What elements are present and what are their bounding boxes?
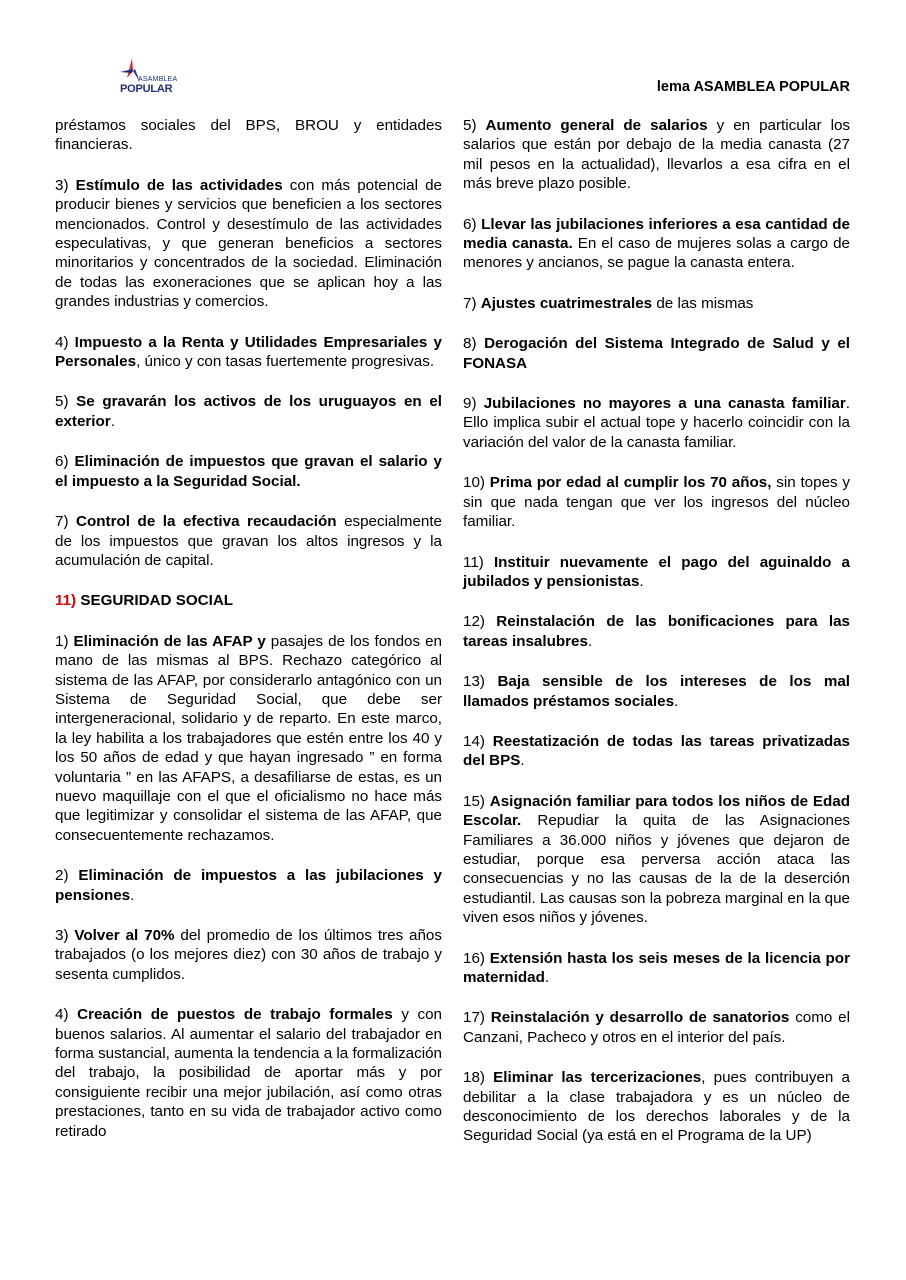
list-item: 10) Prima por edad al cumplir los 70 años, sin topes y sin que nada tengan que ver los ingresos del núcleo familiar. [463, 474, 850, 531]
list-item: 6) Llevar las jubilaciones inferiores a esa cantidad de media canasta. En el caso de mujeres solas a cargo de menores y ancianos, se pague la canasta entera. [463, 215, 850, 272]
paragraph-intro: préstamos sociales del BPS, BROU y entidades financieras. [55, 117, 442, 154]
list-item: 3) Volver al 70% del promedio de los últimos tres años trabajados (o los mejores diez) con 30 años de trabajo y sesenta cumplidos. [55, 927, 442, 983]
list-item: 16) Extensión hasta los seis meses de la licencia por maternidad. [463, 949, 850, 986]
list-item: 4) Impuesto a la Renta y Utilidades Empresariales y Personales, único y con tasas fuertemente progresivas. [55, 333, 442, 371]
list-item: 6) Eliminación de impuestos que gravan el salario y el impuesto a la Seguridad Social. [55, 453, 442, 490]
list-item: 15) Asignación familiar para todos los niños de Edad Escolar. Repudiar la quita de las Asignaciones Familiares a 36.000 niños y jóvenes que dejaron de estudiar, porque esa perversa acción ataca las consecuencias y no las causas de la de la deserción estudiantil. Las causas son la pobreza marginal en la que viven esos niños y jóvenes. [463, 792, 850, 927]
list-item: 14) Reestatización de todas las tareas privatizadas del BPS. [463, 732, 851, 770]
list-item: 11) Instituir nuevamente el pago del aguinaldo a jubilados y pensionistas. [463, 553, 850, 590]
left-column [55, 116, 442, 1162]
section-heading [55, 591, 442, 610]
list-item: 8) Derogación del Sistema Integrado de Salud y el FONASA [463, 335, 850, 372]
section-number: 11) [55, 592, 77, 610]
logo-text-popular: POPULAR [120, 83, 173, 95]
list-item: 17) Reinstalación y desarrollo de sanatorios como el Canzani, Pacheco y otros en el interior del país. [463, 1009, 850, 1046]
list-item: 2) Eliminación de impuestos a las jubilaciones y pensiones. [55, 867, 442, 904]
lema-heading: lema ASAMBLEA POPULAR [656, 79, 850, 95]
right-column [463, 116, 850, 1167]
list-item: 7) Control de la efectiva recaudación especialmente de los impuestos que gravan los altos ingresos y la acumulación de capital. [55, 513, 443, 569]
page-header [0, 0, 906, 110]
list-item: 9) Jubilaciones no mayores a una canasta familiar. Ello implica subir el actual tope y hacerlo coincidir con la variación del valor de la canasta familiar. [463, 395, 851, 451]
list-item: 1) Eliminación de las AFAP y pasajes de los fondos en mano de las mismas al BPS. Rechazo categórico al sistema de las AFAP, por considerarlo antagónico con un Sistema de Seguridad Social, que debe ser intergeneracional, solidario y de reparto. En este marco, la ley habilita a los trabajadores que estén entre los 40 y los 50 años de edad y que hayan ingresado ” en forma voluntaria ” en las AFAPS, a desafiliarse de estas, es un nuevo maquillaje con el que el oficialismo no hace más que legitimizar y consolidar el sistema de las AFAP, que consecuentemente rechazamos. [55, 632, 442, 844]
list-item: 4) Creación de puestos de trabajo formales y con buenos salarios. Al aumentar el salario del trabajador en forma sustancial, aumenta la tendencia a la formalización del trabajo, la posibilidad de aportar más y por consiguiente recibir una mejor jubilación, así como otras prestaciones, tanto en su vida de trabajador activo como retirado [55, 1006, 442, 1140]
list-item: 12) Reinstalación de las bonificaciones para las tareas insalubres. [463, 613, 850, 650]
section-title: SEGURIDAD SOCIAL [76, 592, 234, 610]
list-item: 13) Baja sensible de los intereses de los mal llamados préstamos sociales. [463, 673, 850, 710]
logo-text-asamblea: ASAMBLEA [138, 76, 178, 83]
list-item: 18) Eliminar las tercerizaciones, pues contribuyen a debilitar a la clase trabajadora y es un núcleo de desconocimiento de los derechos laborales y de la Seguridad Social (ya está en el Programa de la UP) [463, 1069, 850, 1145]
list-item: 5) Se gravarán los activos de los uruguayos en el exterior. [55, 393, 442, 430]
list-item: 5) Aumento general de salarios y en particular los salarios que están por debajo de la media canasta (27 mil pesos en la actualidad), llevarlos a esa cifra en el más breve plazo posible. [463, 117, 850, 193]
asamblea-popular-logo [118, 56, 180, 98]
list-item: 3) Estímulo de las actividades con más potencial de producir bienes y servicios que beneficien a los sectores mencionados. Control y desestímulo de las actividades especulativas, y que generan beneficios a sectores minoritarios y concentrados de la sociedad. Eliminación de todas las exoneraciones que se aplican hoy a las grandes industrias y comercios. [55, 176, 442, 311]
list-item: 7) Ajustes cuatrimestrales de las mismas [463, 294, 754, 312]
